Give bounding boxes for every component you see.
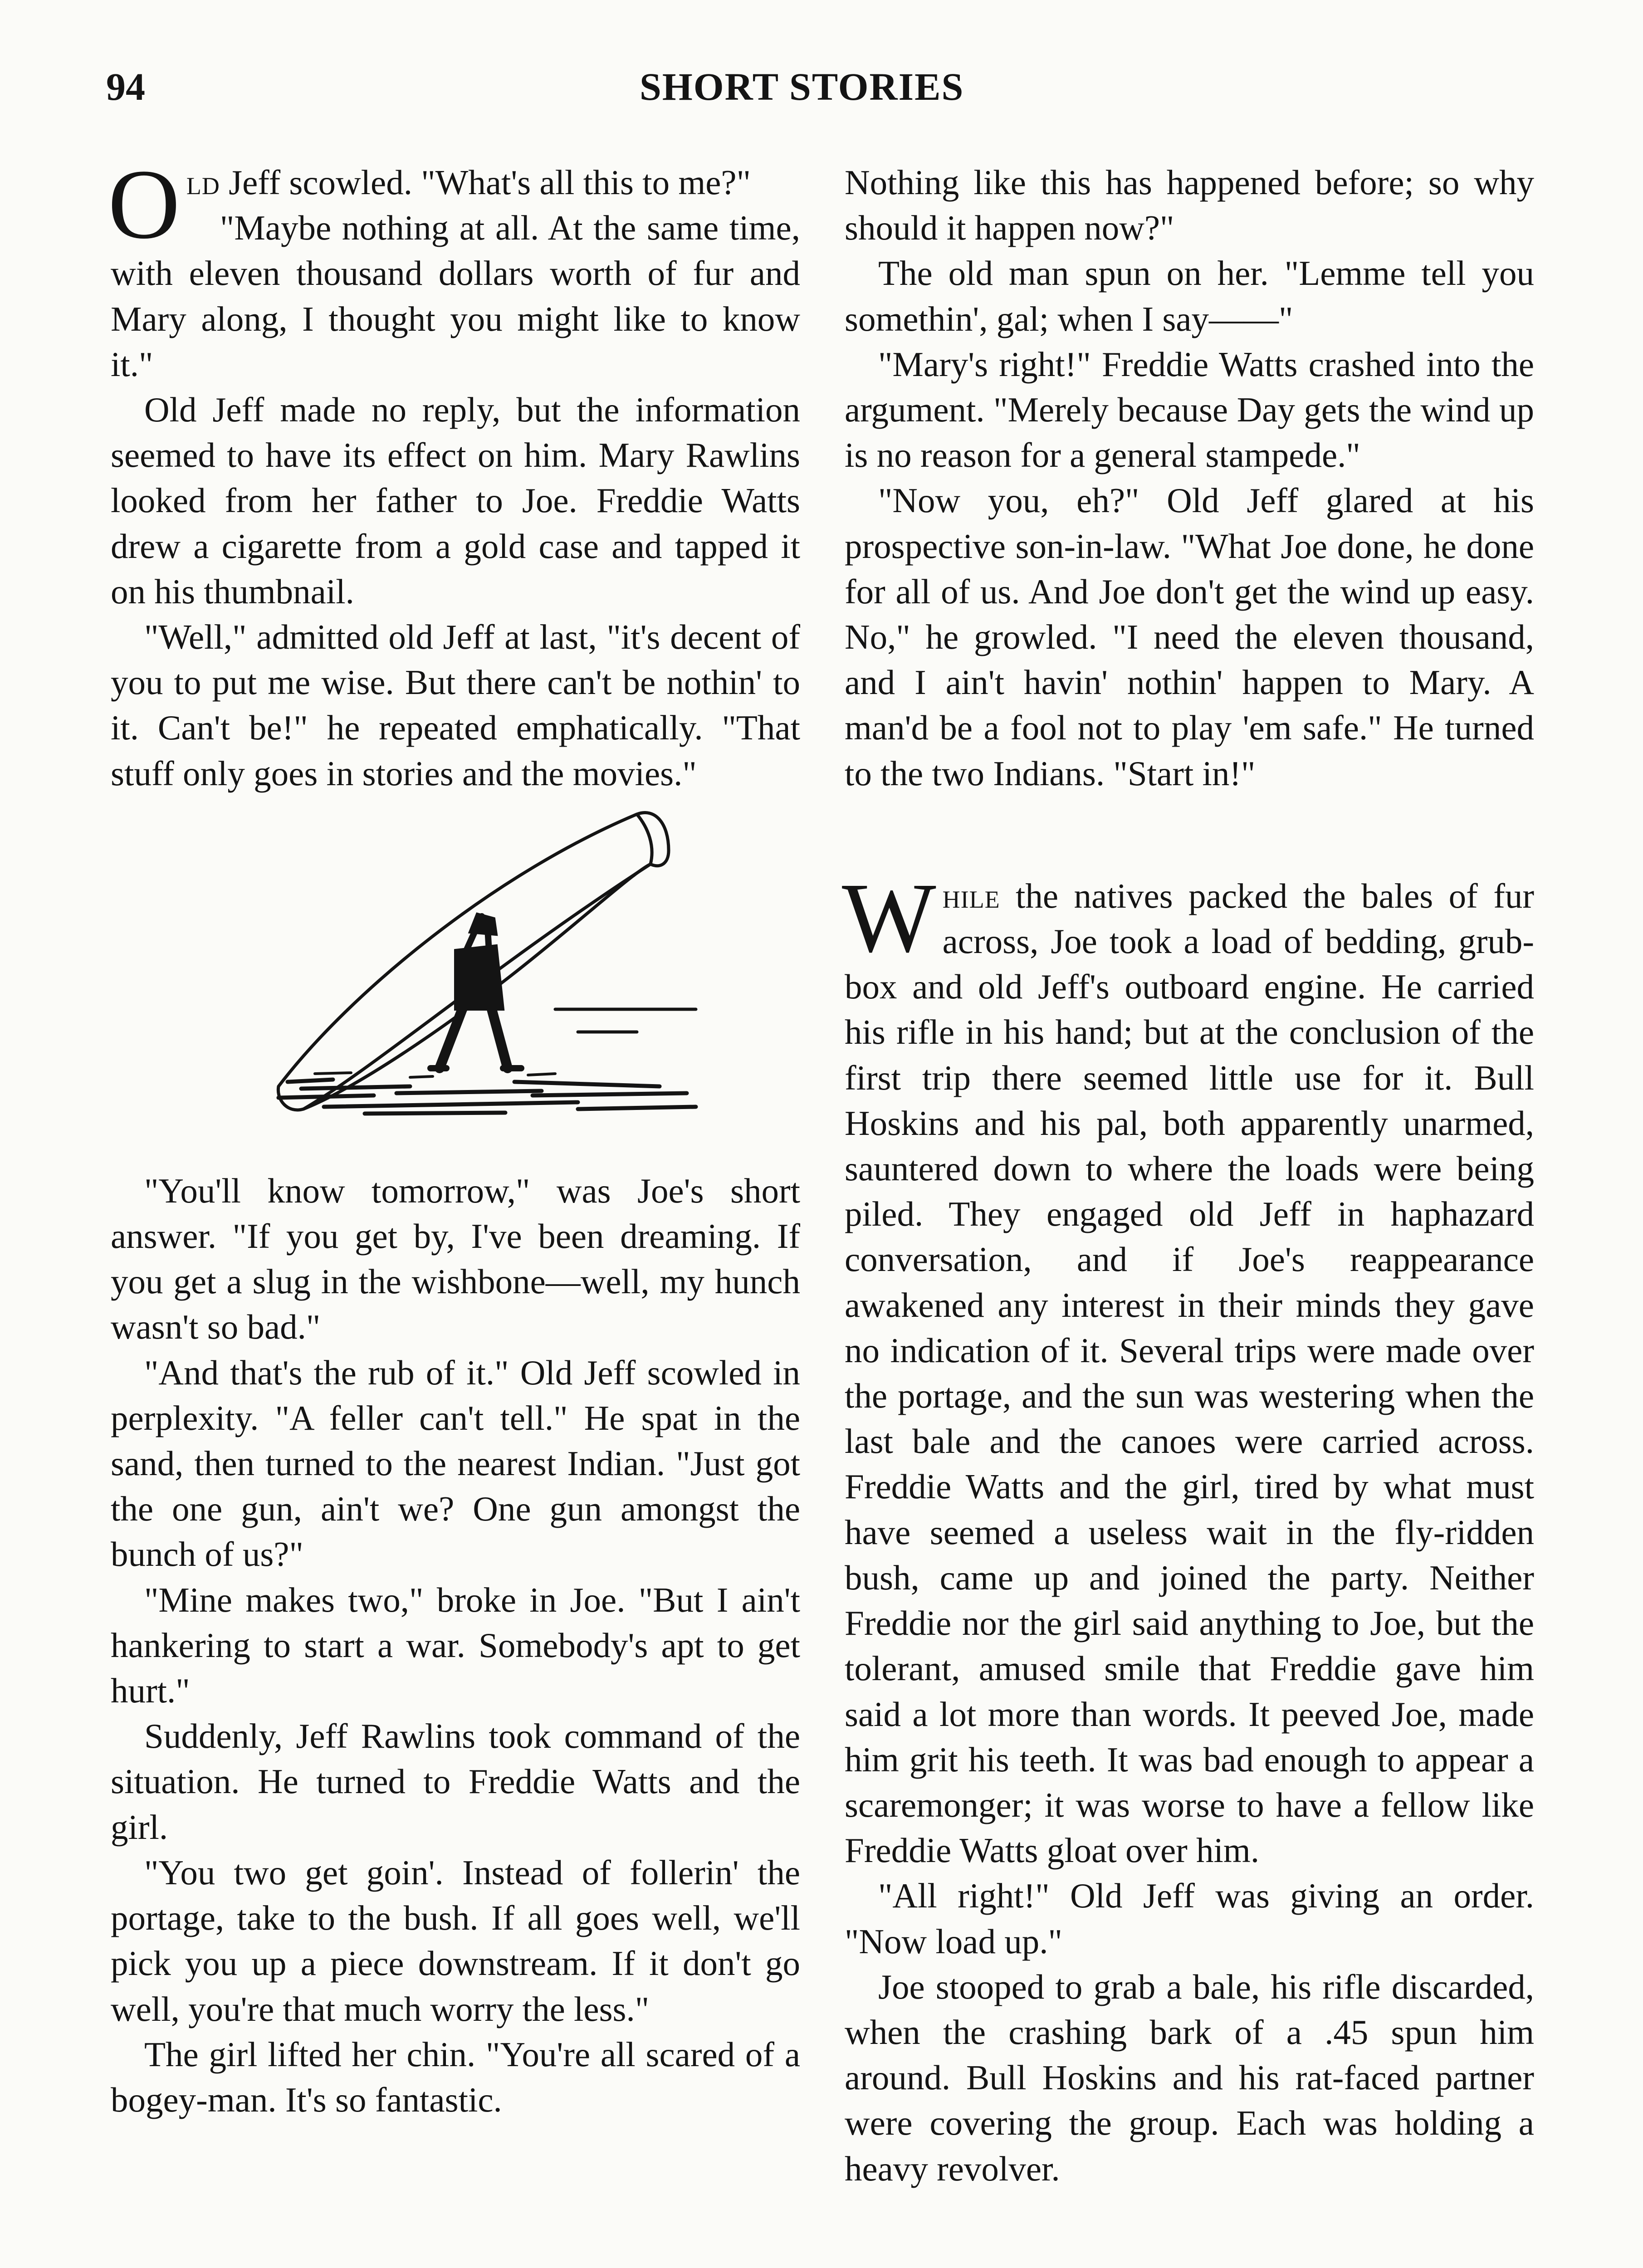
canoe-portage-illustration xyxy=(260,796,714,1168)
paragraph: "You two get goin'. Instead of follerin' the portage, take to the bush. If all goes well, we'll pick you up a piece downstream. If it don't go well, you're that much worry the less." xyxy=(111,1853,800,2028)
paragraph: Nothing like this has happened before; so why should it happen now?" xyxy=(845,163,1534,248)
paragraph: Suddenly, Jeff Rawlins took command of the situation. He turned to Freddie Watts and the girl. xyxy=(111,1716,800,1847)
paragraph: "Maybe nothing at all. At the same time, with eleven thousand dollars worth of fur and Mary along, I thought you might like to know it." xyxy=(111,208,800,384)
paragraph-text: Jeff scowled. "What's all this to me?" xyxy=(220,163,751,202)
small-caps-lead: hile xyxy=(942,876,1000,915)
paragraph: Old Jeff made no reply, but the information seemed to have its effect on him. Mary Rawlins looked from her father to Joe. Freddie Watts drew a cigarette from a gold case and tapped it on his thumbnail. xyxy=(111,390,800,611)
paragraph: "And that's the rub of it." Old Jeff scowled in perplexity. "A feller can't tell." He spat in the sand, then turned to the nearest Indian. "Just got the one gun, ain't we? One gun amongst the bunch of us?" xyxy=(111,1353,800,1574)
paragraph: "Well," admitted old Jeff at last, "it's decent of you to put me wise. But there can't be nothin' to it. Can't be!" he repeated emphatically. "That stuff only goes in stories and the movies." xyxy=(111,617,800,793)
paragraph: "All right!" Old Jeff was giving an order. "Now load up." xyxy=(845,1876,1534,1961)
drop-cap: W xyxy=(842,862,936,973)
paragraph: "You'll know tomorrow," was Joe's short answer. "If you get by, I've been dreaming. If you get a slug in the wishbone—well, my hunch wasn't so bad." xyxy=(111,1171,800,1347)
right-column xyxy=(842,160,1534,2191)
paragraph: "Mine makes two," broke in Joe. "But I ain't hankering to start a war. Somebody's apt to get hurt." xyxy=(111,1580,800,1711)
left-column xyxy=(108,149,800,2122)
paragraph: "Now you, eh?" Old Jeff glared at his prospective son-in-law. "What Joe done, he done for all of us. And Joe don't get the wind up easy. No," he growled. "I need the eleven thousand, and I ain't havin' nothin' happen to Mary. A man'd be a fool not to play 'em safe." He turned to the two Indians. "Start in!" xyxy=(845,481,1534,793)
paragraph: The old man spun on her. "Lemme tell you somethin', gal; when I say——" xyxy=(845,254,1534,338)
small-caps-lead: ld xyxy=(186,163,220,202)
page-number: 94 xyxy=(106,65,145,108)
paragraph: The girl lifted her chin. "You're all scared of a bogey-man. It's so fantastic. xyxy=(111,2034,800,2119)
running-head: SHORT STORIES xyxy=(640,65,964,108)
paragraph: Joe stooped to grab a bale, his rifle discarded, when the crashing bark of a .45 spun him around. Bull Hoskins and his rat-faced partner were covering the group. Each was holding a heavy revolver. xyxy=(845,1967,1534,2188)
paragraph xyxy=(842,862,1534,1873)
paragraph xyxy=(108,149,800,259)
drop-cap: O xyxy=(108,149,180,259)
paragraph-text: the natives packed the bales of fur across, Joe took a load of bedding, grub-box and old Jeff's outboard engine. He carried his rifle in his hand; but at the conclusion of the first trip there seemed little use for it. Bull Hoskins and his pal, both apparently unarmed, sauntered down to where the loads were being piled. They engaged old Jeff in haphazard conversation, and if Joe's reappearance awakened any interest in their minds they gave no indication of it. Several trips were made over the portage, and the sun was westering when the last bale and the canoes were carried across. Freddie Watts and the girl, tired by what must have seemed a useless wait in the fly-ridden bush, came up and joined the party. Neither Freddie nor the girl said anything to Joe, but the tolerant, amused smile that Freddie gave him said a lot more than words. It peeved Joe, made him grit his teeth. It was bad enough to appear a scaremonger; it was worse to have a fellow like Freddie Watts gloat over him. xyxy=(845,876,1534,1870)
paragraph: "Mary's right!" Freddie Watts crashed into the argument. "Merely because Day gets the wind up is no reason for a general stampede." xyxy=(845,344,1534,475)
